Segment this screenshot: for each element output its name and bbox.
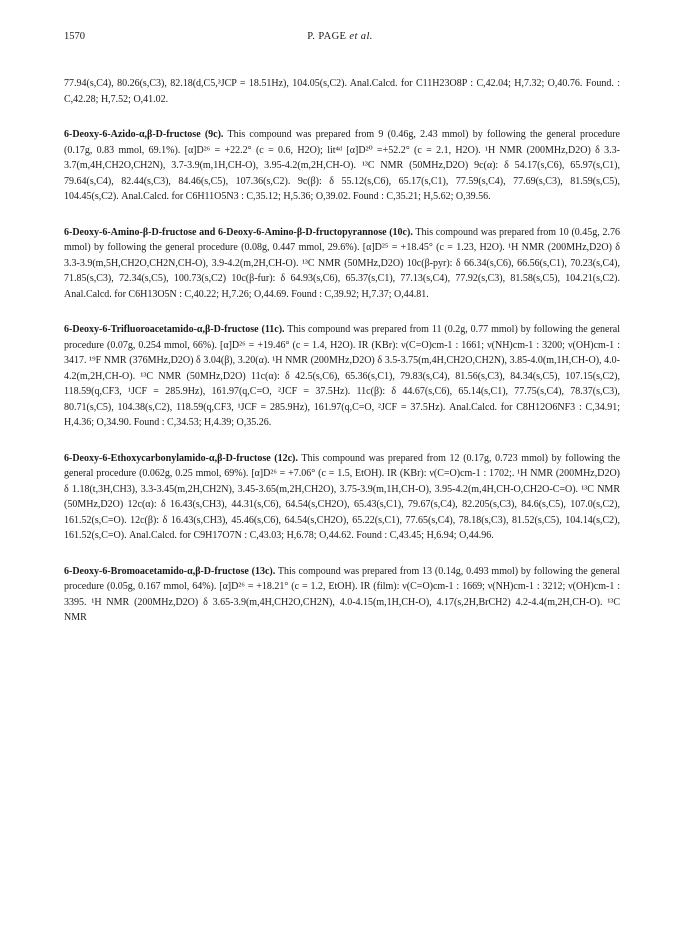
paragraph-10c bbox=[64, 225, 620, 303]
paragraph-text: This compound was prepared from 12 (0.17g, 0.723 mmol) by following the general procedure (0.062g, 0.25 mmol, 69%). [α]D²⁶ = +7.06° (c = 1.5, EtOH). IR (KBr): ν(C=O)cm-1 : 1702;. ¹H NMR (200MHz,D2O) δ 1.18(t,3H,CH3), 3.3-3.45(m,2H,CH2N), 3.45-3.65(m,2H,CH2O), 3.75-3.9(m,1H,CH-O), 3.95-4.2(m,4H,CH-O,CH2O-C=O). ¹³C NMR (50MHz,D2O) 12c(α): δ 16.43(s,CH3), 44.31(s,C6), 64.54(s,CH2O), 65.43(s,C1), 79.67(s,C4), 82.205(s,C3), 84.6(s,C5), 107.0(s,C2), 161.52(s,C=O). 12c(β): δ 16.43(s,CH3), 45.46(s,C6), 64.54(s,CH2O), 65.22(s,C1), 77.65(s,C4), 78.18(s,C3), 81.52(s,C5), 104.14(s,C2), 161.52(s,C=O). Anal.Calcd. for C9H17O7N : C,43.03; H,6.78; O,44.62. Found : C,43.45; H,6.94; O,44.96. bbox=[64, 452, 621, 541]
paragraph-text: This compound was prepared from 11 (0.2g, 0.77 mmol) by following the general procedure (0.07g, 0.254 mmol, 66%). [α]D²⁶ = +19.46° (c = 1.4, H2O). IR (KBr): ν(C=O)cm-1 : 1661; ν(NH)cm-1 : 3200; ν(OH)cm-1 : 3417. ¹⁹F NMR (376MHz,D2O) δ 3.04(β), 3.20(α). ¹H NMR (200MHz,D2O) δ 3.5-3.75(m,4H,CH2O,CH2N), 3.85-4.0(m,1H,CH-O), 4.0-4.2(m,2H,CH-O). ¹³C NMR (50MHz,D2O) 11c(α): δ 42.5(s,C6), 65.36(s,C1), 79.83(s,C4), 81.56(s,C3), 84.34(s,C5), 107.15(s,C2), 118.59(q,CF3, ¹JCF = 285.9Hz), 161.97(q,C=O, ²JCF = 37.5Hz). 11c(β): δ 44.67(s,C6), 65.14(s,C1), 77.75(s,C4), 78.37(s,C3), 80.71(s,C5), 104.38(s,C2), 118.59(q,CF3, ¹JCF = 285.9Hz), 161.97(q,C=O, ²JCF = 37.5Hz). Anal.Calcd. for C8H12O6NF3 : C,34.91; H,4.36; O,34.90. Found : C,34.53; H,4.39; O,35.26. bbox=[64, 324, 620, 428]
paragraph-12c bbox=[64, 451, 620, 544]
paragraph-text: This compound was prepared from 9 (0.46g, 2.43 mmol) by following the general procedure (0.17g, 0.83 mmol, 69.1%). [α]D²⁶ = +22.2° (c = 0.6, H2O); lit⁴ᵈ [α]D²⁰ =+52.2° (c = 2.1, H2O). ¹H NMR (200MHz,D2O) δ 3.3-3.7(m,4H,CH2O,CH2N), 3.7-3.9(m,1H,CH-O), 3.95-4.2(m,2H,CH-O). ¹³C NMR (50MHz,D2O) 9c(α): δ 54.17(s,C6), 65.97(s,C1), 79.64(s,C4), 82.44(s,C3), 84.46(s,C5), 107.36(s,C2). 9c(β): δ 55.12(s,C6), 65.17(s,C1), 77.59(s,C4), 77.69(s,C3), 81.59(s,C5), 104.45(s,C2). Anal.Calcd. for C6H11O5N3 : C,35.12; H,5.36; O,39.02. Found : C,35.21; H,5.62; O,39.56. bbox=[64, 129, 620, 202]
paragraph-continuation bbox=[64, 76, 620, 107]
page-header bbox=[64, 31, 616, 47]
page-number: 1570 bbox=[64, 31, 85, 42]
running-head-authors: P. PAGE bbox=[307, 31, 347, 42]
running-head-et-al: et al. bbox=[349, 31, 373, 42]
paragraph-text: 77.94(s,C4), 80.26(s,C3), 82.18(d,C5,³JCP = 18.51Hz), 104.05(s,C2). Anal.Calcd. for C11H23O8P : C,42.04; H,7.32; O,40.76. Found. : C,42.28; H,7.52; O,41.02. bbox=[64, 78, 620, 105]
compound-title: 6-Deoxy-6-Amino-β-D-fructose and 6-Deoxy-6-Amino-β-D-fructopyrannose (10c). bbox=[64, 226, 413, 238]
running-head bbox=[64, 31, 616, 42]
compound-title: 6-Deoxy-6-Azido-α,β-D-fructose (9c). bbox=[64, 129, 224, 140]
paragraph-13c bbox=[64, 564, 620, 626]
paragraph-text: This compound was prepared from 10 (0.45g, 2.76 mmol) by following the general procedure (0.08g, 0.447 mmol, 29.6%). [α]D²⁵ = +18.45° (c = 1.23, H2O). ¹H NMR (200MHz,D2O) δ 3.3-3.9(m,5H,CH2O,CH2N,CH-O), 3.9-4.2(m,2H,CH-O). ¹³C NMR (50MHz,D2O) 10c(β-pyr): δ 66.34(s,C6), 66.56(s,C1), 70.23(s,C4), 71.85(s,C3), 72.34(s,C5), 100.73(s,C2) 10c(β-fur): δ 64.93(s,C6), 65.37(s,C1), 77.13(s,C4), 77.92(s,C3), 81.58(s,C5), 104.21(s,C2). Anal.Calcd. for C6H13O5N : C,40.22; H,7.26; O,44.69. Found : C,39.92; H,7.37; O,44.81. bbox=[64, 226, 620, 300]
compound-title: 6-Deoxy-6-Bromoacetamido-α,β-D-fructose (13c). bbox=[64, 565, 276, 577]
paragraph-11c bbox=[64, 322, 620, 431]
paragraph-text: This compound was prepared from 13 (0.14g, 0.493 mmol) by following the general procedure (0.05g, 0.167 mmol, 64%). [α]D²⁶ = +18.21° (c = 1.2, EtOH). IR (film): ν(C=O)cm-1 : 1669; ν(NH)cm-1 : 3212; ν(OH)cm-1 : 3395. ¹H NMR (200MHz,D2O) δ 3.65-3.9(m,4H,CH2O,CH2N), 4.0-4.15(m,1H,CH-O), 4.17(s,2H,BrCH2) 4.2-4.4(m,2H,CH-O). ¹³C NMR bbox=[64, 565, 620, 623]
compound-title: 6-Deoxy-6-Ethoxycarbonylamido-α,β-D-fructose (12c). bbox=[64, 452, 298, 464]
paragraph-9c bbox=[64, 127, 620, 205]
page-body bbox=[64, 76, 620, 626]
compound-title: 6-Deoxy-6-Trifluoroacetamido-α,β-D-fructose (11c). bbox=[64, 324, 285, 335]
